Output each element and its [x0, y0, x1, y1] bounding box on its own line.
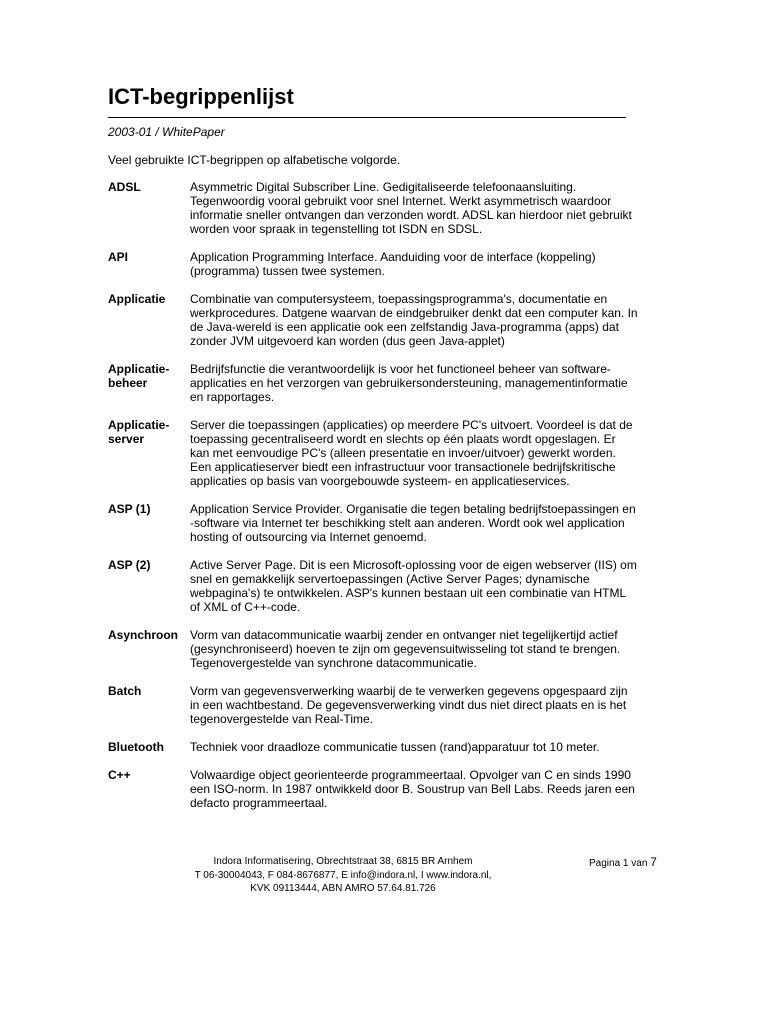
glossary-term: Asynchroon [108, 628, 179, 642]
glossary-term: Applicatie [108, 292, 166, 306]
glossary-entry-bluetooth [108, 740, 638, 754]
glossary-term: ADSL [108, 180, 141, 194]
footer-address [168, 855, 518, 896]
glossary-definition: Vorm van datacommunicatie waarbij zender en ontvanger niet tegelijkertijd actief (gesynchroniseerd) hoeven te zijn om gegevensuitwisseling tot stand te brengen. Tegenovergestelde van synchrone datacommunicatie. [190, 628, 621, 670]
glossary-definition: Application Programming Interface. Aanduiding voor de interface (koppeling) (programma) tussen twee systemen. [190, 250, 596, 278]
glossary-definition: Techniek voor draadloze communicatie tussen (rand)apparatuur tot 10 meter. [190, 740, 600, 754]
glossary-entry-asp-1 [108, 502, 638, 544]
glossary-entry-adsl [108, 180, 638, 236]
title-underline [108, 117, 626, 118]
page-number-label: Pagina 1 van [589, 858, 648, 869]
glossary-definition: Vorm van gegevensverwerking waarbij de te verwerken gegevens opgespaard zijn in een wachtbestand. De gegevensverwerking vindt dus niet direct plaats en is het tegenovergestelde van Real-Time. [190, 684, 628, 726]
glossary-term: Applicatie-server [108, 418, 170, 446]
glossary-definition: Volwaardige object georienteerde programmeertaal. Opvolger van C en sinds 1990 een ISO-norm. In 1987 ontwikkeld door B. Soustrup van Bell Labs. Reeds jaren een defacto programmeertaal. [190, 768, 635, 810]
glossary-entry-batch [108, 684, 638, 726]
glossary-entry-applicatie [108, 292, 638, 348]
glossary-entry-asp-2 [108, 558, 638, 614]
page-title: ICT-begrippenlijst [108, 84, 294, 109]
glossary-term: C++ [108, 768, 131, 782]
glossary-definition: Application Service Provider. Organisatie die tegen betaling bedrijfstoepassingen en -software via Internet ter beschikking stelt aan anderen. Wordt ook wel application hosting of outsourcing via Internet genoemd. [190, 502, 636, 544]
glossary-entry-asynchroon [108, 628, 638, 670]
page-number [589, 855, 657, 869]
glossary-term: Applicatie-beheer [108, 362, 170, 390]
glossary-term: Bluetooth [108, 740, 164, 754]
page-total: 7 [650, 855, 657, 869]
glossary-definition: Combinatie van computersysteem, toepassingsprogramma's, documentatie en werkprocedures. Datgene waarvan de eindgebruiker denkt dat een computer kan. In de Java-wereld is een applicatie ook een zelfstandig Java-programma (apps) dat zonder JVM uitgevoerd kan worden (dus geen Java-applet) [190, 292, 638, 348]
glossary-entry-applicatiebeheer [108, 362, 638, 404]
intro-text: Veel gebruikte ICT-begrippen op alfabetische volgorde. [108, 153, 401, 167]
glossary-definition: Server die toepassingen (applicaties) op meerdere PC's uitvoert. Voordeel is dat de toepassing gecentraliseerd wordt en slechts op één plaats wordt opgeslagen. Er kan met eenvoudige PC's (alleen presentatie en invoer/uitvoer) gewerkt worden. Een applicatieserver biedt een infrastructuur voor transactionele bedrijfskritische applicaties op basis van voorgebouwde systeem- en applicatieservices. [190, 418, 633, 488]
footer-registration-line: KVK 09113444, ABN AMRO 57.64.81.726 [250, 883, 436, 894]
glossary-definition: Bedrijfsfunctie die verantwoordelijk is voor het functioneel beheer van software-applicaties en het verzorgen van gebruikersondersteuning, managementinformatie en rapportages. [190, 362, 628, 404]
document-subtitle: 2003-01 / WhitePaper [108, 125, 225, 139]
footer-contact-line: T 06-30004043, F 084-8676877, E info@indora.nl, I www.indora.nl, [194, 869, 492, 881]
glossary-definition: Asymmetric Digital Subscriber Line. Gedigitaliseerde telefoonaansluiting. Tegenwoordig vooral gebruikt voor snel Internet. Werkt asymmetrisch waardoor informatie sneller ontvangen dan verzonden wordt. ADSL kan hierdoor niet gebruikt worden voor spraak in tegenstelling tot ISDN en SDSL. [190, 180, 632, 236]
glossary-entry-applicatieserver [108, 418, 638, 488]
glossary-term: ASP (1) [108, 502, 151, 516]
glossary-list [108, 180, 638, 824]
glossary-entry-cpp [108, 768, 638, 810]
glossary-term: ASP (2) [108, 558, 151, 572]
glossary-term: Batch [108, 684, 142, 698]
footer-address-line: Indora Informatisering, Obrechtstraat 38, 6815 BR Arnhem [213, 856, 473, 867]
glossary-term: API [108, 250, 129, 264]
glossary-entry-api [108, 250, 638, 278]
glossary-definition: Active Server Page. Dit is een Microsoft-oplossing voor de eigen webserver (IIS) om snel en gemakkelijk servertoepassingen (Active Server Pages; dynamische webpagina's) te ontwikkelen. ASP's kunnen bestaan uit een combinatie van HTML of XML of C++-code. [190, 558, 637, 614]
